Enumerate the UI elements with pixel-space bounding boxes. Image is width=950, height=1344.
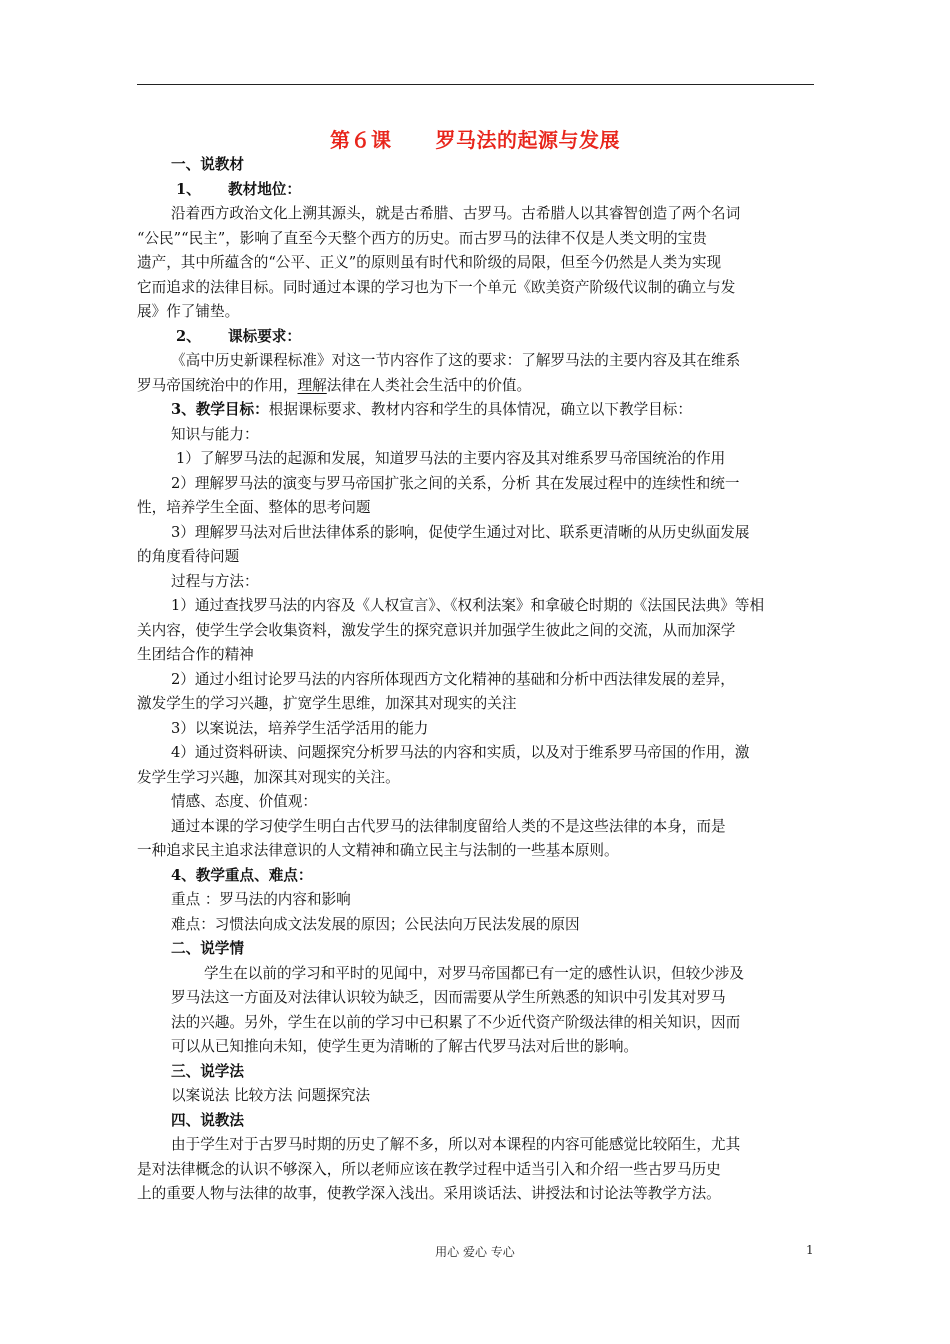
section-heading: 一、说教材 <box>171 156 244 173</box>
paragraph-line: 沿着西方政治文化上溯其源头，就是古希腊、古罗马。古希腊人以其睿智创造了两个名词 <box>171 205 741 222</box>
paragraph-line: 通过本课的学习使学生明白古代罗马的法律制度留给人类的不是这些法律的本身，而是 <box>171 818 726 835</box>
key-point: 重点 ：罗马法的内容和影响 <box>171 891 351 908</box>
paragraph-line: 学生在以前的学习和平时的见闻中，对罗马帝国都已有一定的感性认识，但较少涉及 <box>204 965 744 982</box>
subheading: 2、 课标要求： <box>176 328 301 345</box>
list-item: 2）通过小组讨论罗马法的内容所体现西方文化精神的基础和分析中西法律发展的差异， <box>171 671 735 688</box>
list-item: 关内容，使学生学会收集资料，激发学生的探究意识并加强学生彼此之间的交流，从而加深学 <box>137 622 736 639</box>
list-item: 1）了解罗马法的起源和发展，知道罗马法的主要内容及其对维系罗马帝国统治的作用 <box>176 450 726 467</box>
paragraph-line: 《高中历史新课程标准》对这一节内容作了这的要求：了解罗马法的主要内容及其在维系 <box>171 352 741 369</box>
paragraph-line: 它而追求的法律目标。同时通过本课的学习也为下一个单元《欧美资产阶级代议制的确立与发 <box>137 279 736 296</box>
paragraph-line: 一种追求民主追求法律意识的人文精神和确立民主与法制的一些基本原则。 <box>137 842 619 859</box>
difficult-point: 难点：习惯法向成文法发展的原因；公民法向万民法发展的原因 <box>171 916 580 933</box>
paragraph-line: 罗马帝国统治中的作用，理解法律在人类社会生活中的价值。 <box>137 377 532 394</box>
subheading: 4、教学重点、难点： <box>171 867 313 884</box>
paragraph-line: “公民”“民主”，影响了直至今天整个西方的历史。而古罗马的法律不仅是人类文明的宝贵 <box>137 230 707 247</box>
paragraph-line: 遗产，其中所蕴含的“公平、正义”的原则虽有时代和阶级的局限，但至今仍然是人类为实现 <box>137 254 722 271</box>
section-heading: 四、说教法 <box>171 1112 244 1129</box>
list-item: 4）通过资料研读、问题探究分析罗马法的内容和实质，以及对于维系罗马帝国的作用，激 <box>171 744 750 761</box>
list-item: 的角度看待问题 <box>137 548 240 565</box>
paragraph-line: 由于学生对于古罗马时期的历史了解不多，所以对本课程的内容可能感觉比较陌生，尤其 <box>171 1136 741 1153</box>
list-item: 性，培养学生全面、整体的思考问题 <box>137 499 371 516</box>
paragraph-line: 可以从已知推向未知，使学生更为清晰的了解古代罗马法对后世的影响。 <box>171 1038 639 1055</box>
subsection-label: 知识与能力： <box>171 426 259 443</box>
section-heading: 二、说学情 <box>171 940 244 957</box>
page-title <box>0 124 950 153</box>
paragraph-line: 以案说法 比较方法 问题探究法 <box>171 1087 370 1104</box>
paragraph-line: 3、教学目标：根据课标要求、教材内容和学生的具体情况，确立以下教学目标： <box>171 401 692 418</box>
paragraph-line: 法的兴趣。另外，学生在以前的学习中已积累了不少近代资产阶级法律的相关知识，因而 <box>171 1014 741 1031</box>
subsection-label: 情感、态度、价值观： <box>171 793 317 810</box>
section-heading: 三、说学法 <box>171 1063 244 1080</box>
page-footer: 用心 爱心 专心 <box>435 1245 515 1259</box>
subsection-label: 过程与方法： <box>171 573 259 590</box>
list-item: 1）通过查找罗马法的内容及《人权宣言》、《权利法案》和拿破仑时期的《法国民法典》等相 <box>171 597 765 614</box>
title-topic: 罗马法的起源与发展 <box>435 128 620 152</box>
list-item: 激发学生的学习兴趣，扩宽学生思维，加深其对现实的关注 <box>137 695 517 712</box>
paragraph-line: 展》作了铺垫。 <box>137 303 240 320</box>
paragraph-line: 上的重要人物与法律的故事，使教学深入浅出。采用谈话法、讲授法和讨论法等教学方法。 <box>137 1185 721 1202</box>
list-item: 3）以案说法，培养学生活学活用的能力 <box>171 720 429 737</box>
list-item: 2）理解罗马法的演变与罗马帝国扩张之间的关系，分析 其在发展过程中的连续性和统一 <box>171 475 740 492</box>
subheading: 1、 教材地位： <box>176 181 301 198</box>
header-rule <box>137 84 814 85</box>
paragraph-line: 是对法律概念的认识不够深入，所以老师应该在教学过程中适当引入和介绍一些古罗马历史 <box>137 1161 721 1178</box>
list-item: 3）理解罗马法对后世法律体系的影响，促使学生通过对比、联系更清晰的从历史纵面发展 <box>171 524 750 541</box>
paragraph-line: 罗马法这一方面及对法律认识较为缺乏，因而需要从学生所熟悉的知识中引发其对罗马 <box>171 989 726 1006</box>
title-lesson: 第６课 <box>330 128 392 152</box>
page-number: 1 <box>806 1243 814 1257</box>
list-item: 发学生学习兴趣，加深其对现实的关注。 <box>137 769 400 786</box>
list-item: 生团结合作的精神 <box>137 646 254 663</box>
